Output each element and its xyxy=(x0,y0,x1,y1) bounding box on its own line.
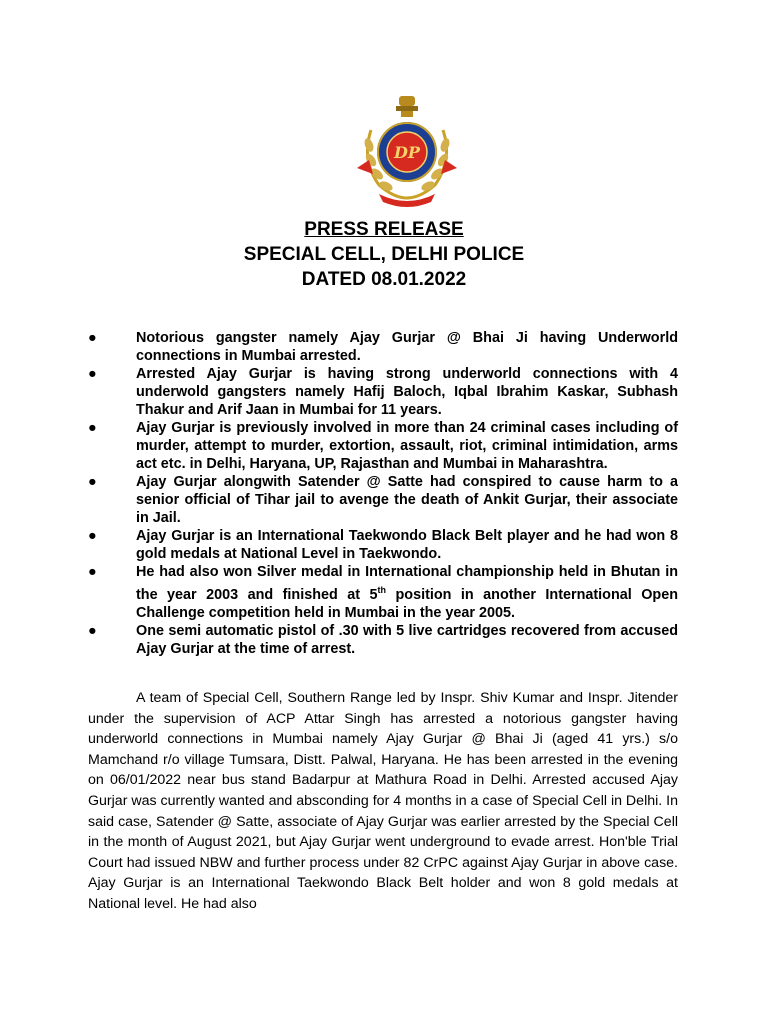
delhi-police-emblem-icon xyxy=(349,90,465,208)
bullet-text: Arrested Ajay Gurjar is having strong underworld connections with 4 underwold gangsters namely Hafij Baloch, Iqbal Ibrahim Kaskar, Subhash Thakur and Arif Jaan in Mumbai for 11 years. xyxy=(136,366,678,418)
list-item xyxy=(88,365,678,419)
bullet-text: Ajay Gurjar is previously involved in more than 24 criminal cases including of murder, attempt to murder, extortion, assault, riot, criminal intimidation, arms act etc. in Delhi, Haryana, UP, Rajasthan and Mumbai in Maharashtra. xyxy=(136,420,678,472)
bullet-icon: ● xyxy=(88,564,97,580)
bullet-text: Ajay Gurjar is an International Taekwondo Black Belt player and he had won 8 gold medals at National Level in Taekwondo. xyxy=(136,528,678,562)
bullet-text: He had also won Silver medal in International championship held in Bhutan in the year 2003 and finished at 5th position in another International Open Challenge competition held in Mumbai in the year 2005. xyxy=(136,564,679,621)
highlights-list xyxy=(88,329,678,658)
list-item xyxy=(88,527,678,563)
bullet-text: Ajay Gurjar alongwith Satender @ Satte had conspired to cause harm to a senior official of Tihar jail to avenge the death of Ankit Gurjar, their associate in Jail. xyxy=(136,474,678,526)
bullet-icon: ● xyxy=(88,622,97,639)
press-release-title xyxy=(0,218,768,241)
bullet-icon: ● xyxy=(88,366,97,382)
list-item xyxy=(88,329,678,365)
emblem-monogram: DP xyxy=(394,143,420,162)
bullet-icon: ● xyxy=(88,528,97,544)
press-release-date: DATED 08.01.2022 xyxy=(301,269,467,290)
bullet-icon: ● xyxy=(88,330,97,346)
press-release-subtitle: SPECIAL CELL, DELHI POLICE xyxy=(243,244,525,265)
list-item xyxy=(88,622,678,658)
bullet-text: Notorious gangster namely Ajay Gurjar @ Bhai Ji having Underworld connections in Mumbai arrested. xyxy=(136,330,678,364)
list-item xyxy=(88,473,678,527)
bullet-icon: ● xyxy=(88,420,97,436)
body-paragraph: A team of Special Cell, Southern Range led by Inspr. Shiv Kumar and Inspr. Jitender under the supervision of ACP Attar Singh has arrested a notorious gangster having underworld connections in Mumbai namely Ajay Gurjar @ Bhai Ji (aged 41 yrs.) s/o Mamchand r/o village Tumsara, Distt. Palwal, Haryana. He has been arrested in the evening on 06/01/2022 near bus stand Badarpur at Mathura Road in Delhi. Arrested accused Ajay Gurjar was currently wanted and absconding for 4 months in a case of Special Cell in Delhi. In said case, Satender @ Satte, associate of Ajay Gurjar was earlier arrested by the Special Cell in the month of August 2021, but Ajay Gurjar went underground to evade arrest. Hon'ble Trial Court had issued NBW and further process under 82 CrPC against Ajay Gurjar in above case. Ajay Gurjar is an International Taekwondo Black Belt holder and won 8 gold medals at National level. He had also xyxy=(88,690,678,912)
bullet-text: One semi automatic pistol of .30 with 5 live cartridges recovered from accused Ajay Gurjar at the time of arrest. xyxy=(136,622,678,657)
bullet-icon: ● xyxy=(88,474,97,490)
page-title: PRESS RELEASE xyxy=(304,219,464,240)
list-item xyxy=(88,563,678,622)
list-item xyxy=(88,419,678,473)
